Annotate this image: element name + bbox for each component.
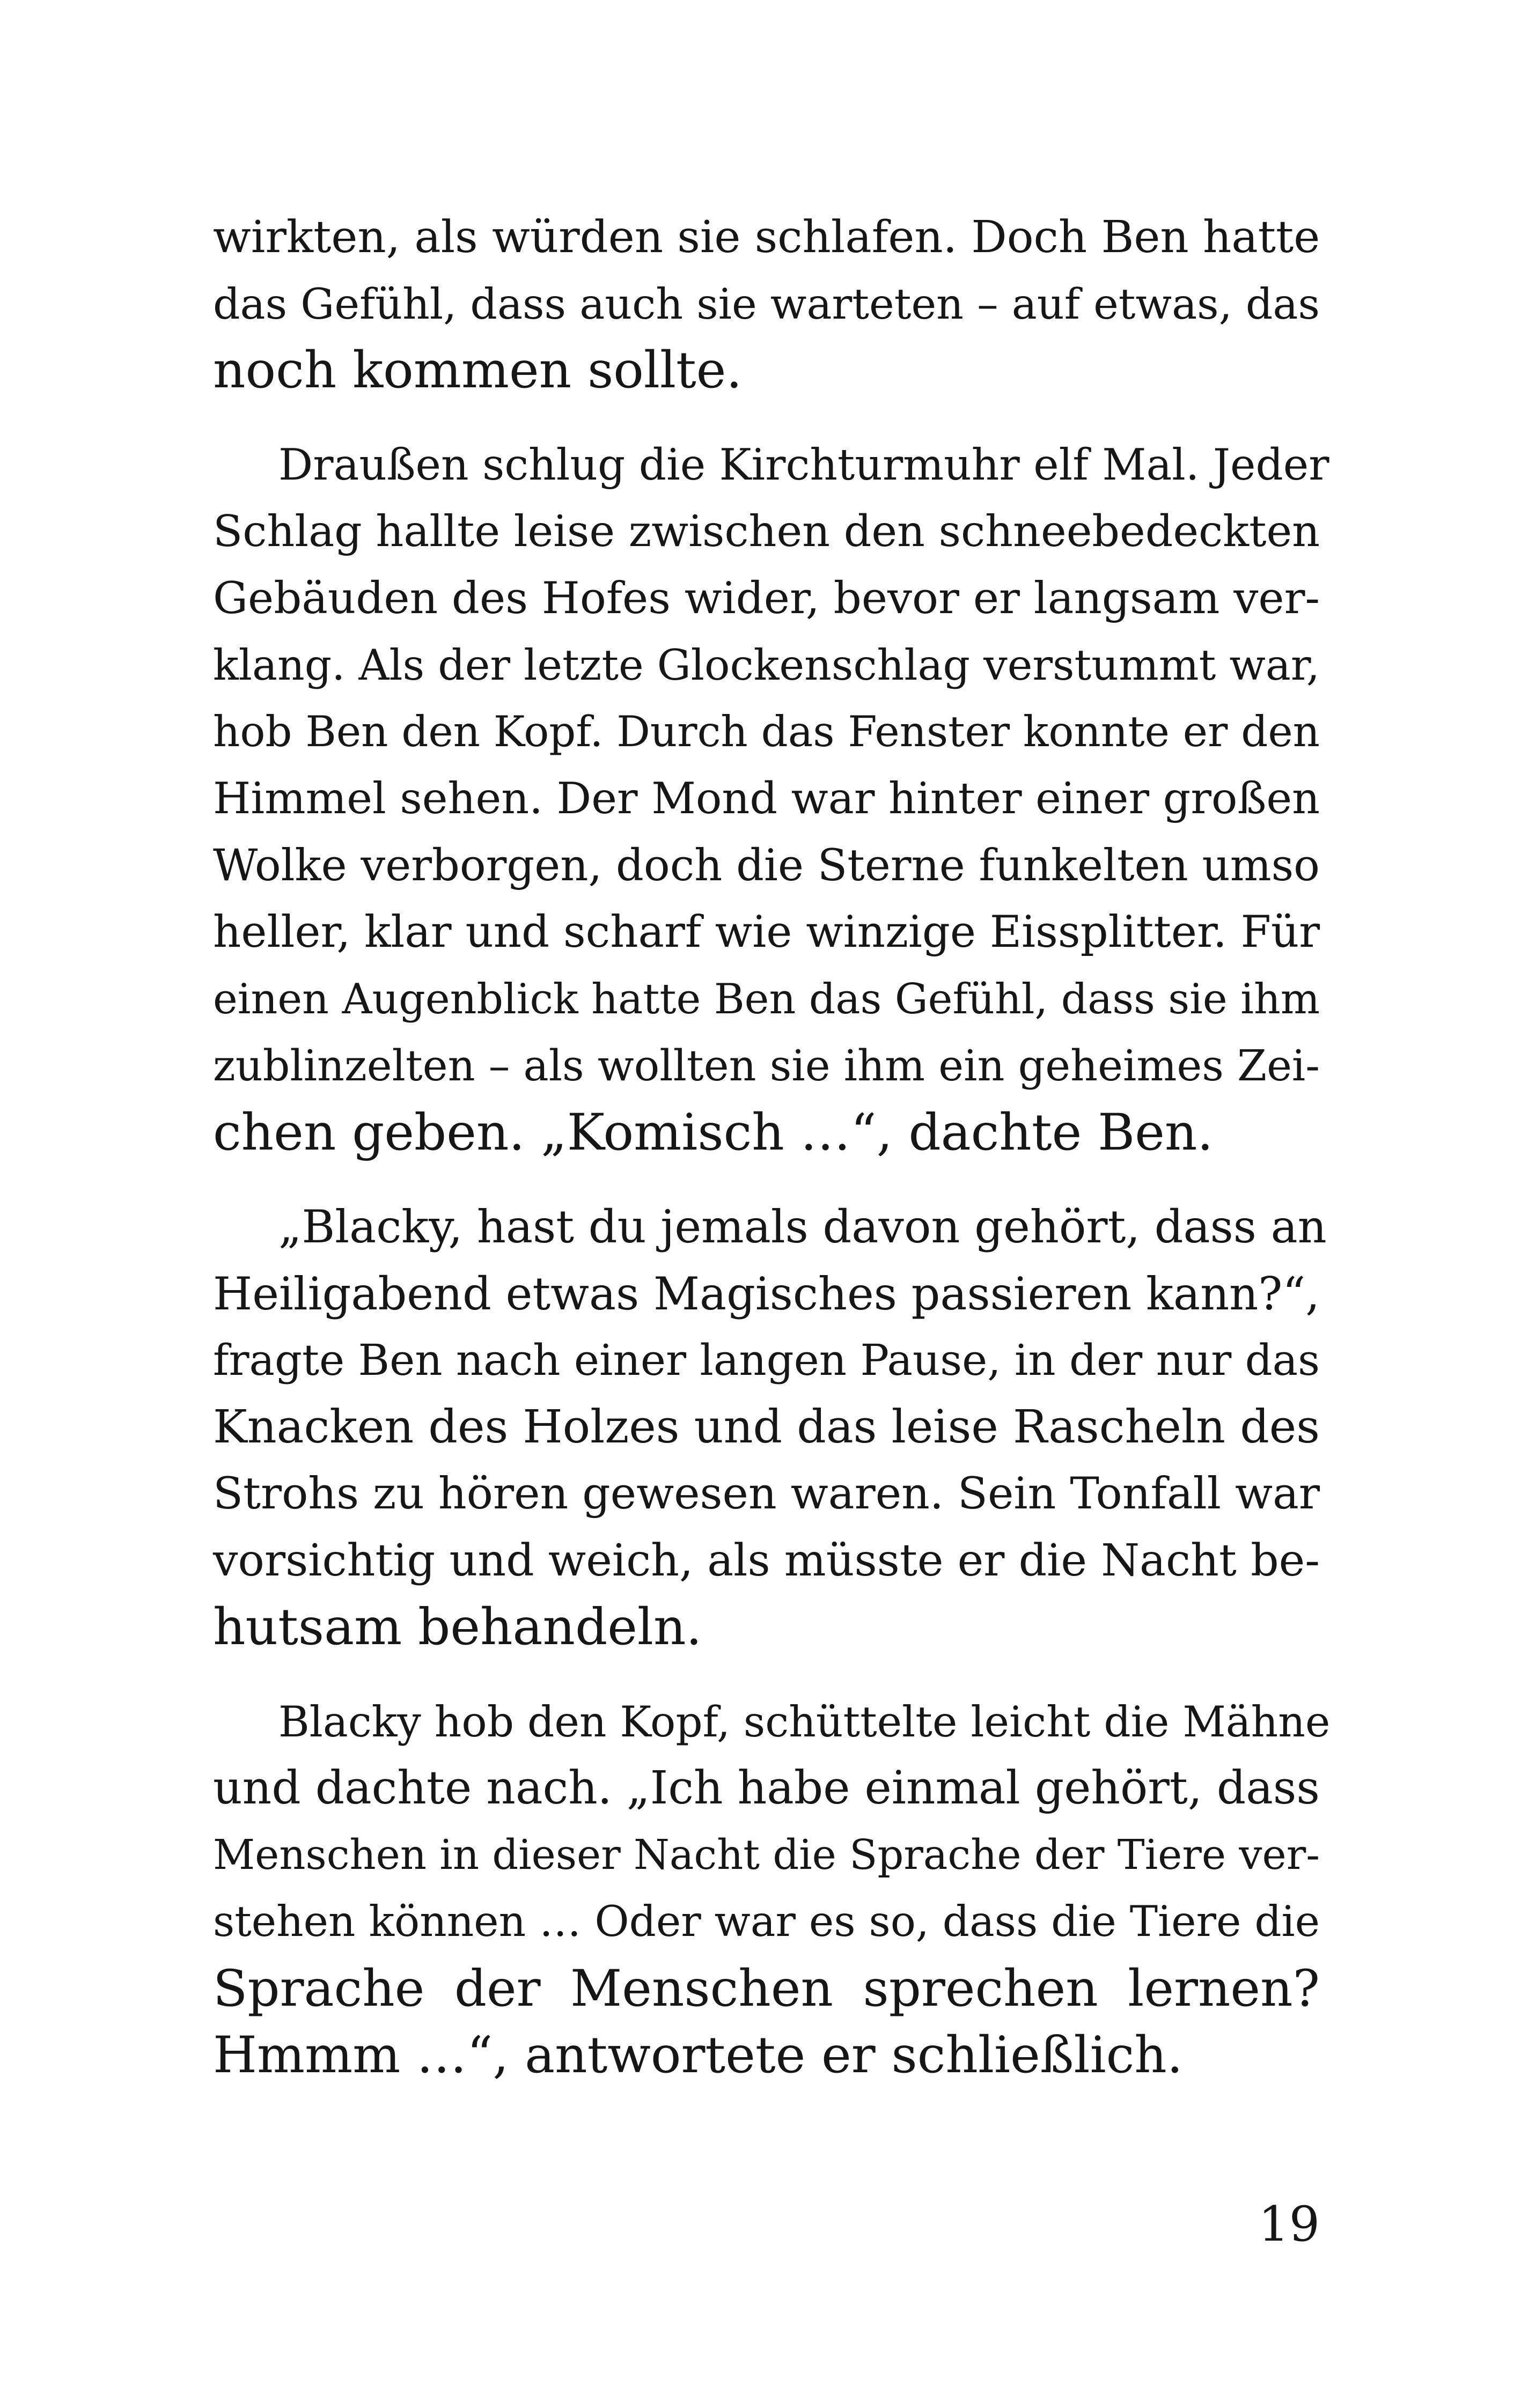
text-line: noch kommen sollte.: [213, 341, 743, 400]
text-line: wirkten, als würden sie schlafen. Doch Ben hatte: [213, 211, 1320, 263]
text-line: Gebäuden des Hofes wider, bevor er langsam ver-: [213, 572, 1320, 624]
text-line: chen geben. „Komisch …“, dachte Ben.: [213, 1103, 1214, 1162]
paragraph-3: [213, 1194, 1327, 1661]
text-line: das Gefühl, dass auch sie warteten – auf etwas, das: [213, 279, 1320, 329]
text-line: Menschen in dieser Nacht die Sprache der Tiere ver-: [213, 1831, 1320, 1879]
paragraph-2: [213, 432, 1329, 1167]
text-line: vorsichtig und weich, als müsste er die Nacht be-: [213, 1535, 1320, 1586]
text-line: hutsam behandeln.: [213, 1598, 702, 1656]
text-line: stehen können … Oder war es so, dass die Tiere die: [213, 1897, 1320, 1946]
body-text: [213, 204, 1331, 2117]
text-line: „Blacky, hast du jemals davon gehört, dass an: [278, 1201, 1327, 1253]
text-line: Sprache der Menschen sprechen lernen?: [213, 1959, 1320, 2018]
text-line: fragte Ben nach einer langen Pause, in der nur das: [213, 1335, 1320, 1385]
text-line: heller, klar und scharf wie winzige Eissplitter. Für: [213, 907, 1320, 958]
text-line: Schlag hallte leise zwischen den schneebedeckten: [213, 506, 1320, 557]
text-line: Wolke verborgen, doch die Sterne funkelten umso: [213, 840, 1320, 891]
text-line: Draußen schlug die Kirchturmuhr elf Mal. Jeder: [278, 439, 1329, 490]
text-line: zublinzelten – als wollten sie ihm ein geheimes Zei-: [213, 1041, 1320, 1091]
text-line: und dachte nach. „Ich habe einmal gehört, dass: [213, 1762, 1320, 1815]
text-line: klang. Als der letzte Glockenschlag verstummt war,: [213, 640, 1320, 690]
paragraph-1: [213, 204, 1320, 404]
page-number: 19: [1258, 2196, 1320, 2252]
paragraph-4: [213, 1689, 1331, 2089]
text-line: Blacky hob den Kopf, schüttelte leicht die Mähne: [278, 1697, 1331, 1747]
text-line: hob Ben den Kopf. Durch das Fenster konnte er den: [213, 707, 1320, 756]
text-line: Knacken des Holzes und das leise Rascheln des: [213, 1400, 1320, 1454]
text-line: Hmmm …“, antwortete er schließlich.: [213, 2026, 1183, 2085]
text-line: Strohs zu hören gewesen waren. Sein Tonfall war: [213, 1468, 1320, 1519]
text-line: einen Augenblick hatte Ben das Gefühl, dass sie ihm: [213, 975, 1320, 1023]
text-line: Himmel sehen. Der Mond war hinter einer großen: [213, 774, 1320, 824]
text-line: Heiligabend etwas Magisches passieren kann?“,: [213, 1267, 1320, 1320]
